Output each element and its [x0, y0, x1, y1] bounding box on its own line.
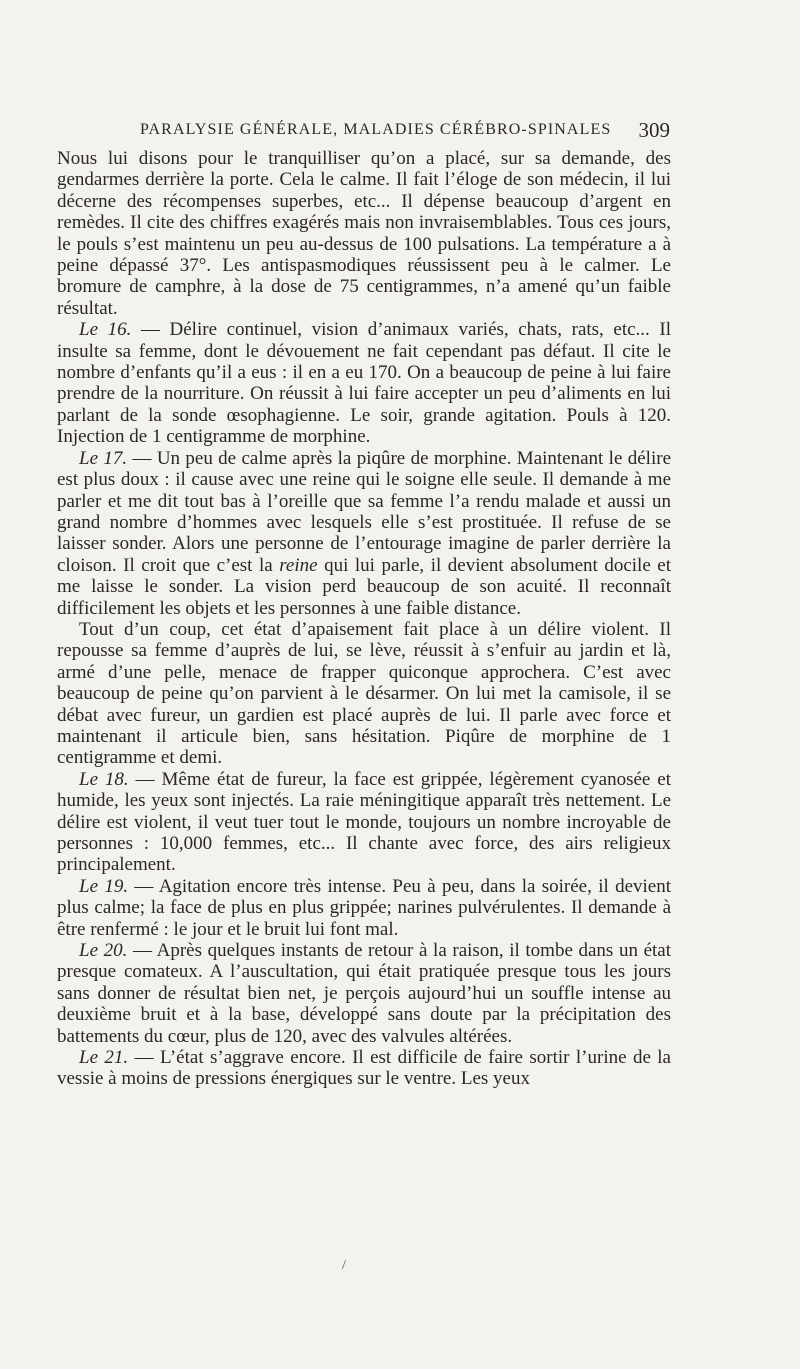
paragraph-text-continued: qui lui parle, il devient absolument docile et me laisse le sonder. La vision perd beaucoup de son acuité. Il reconnaît difficilement les objets et les personnes à une faible distance.	[57, 554, 671, 619]
stray-mark: /	[342, 1258, 346, 1273]
paragraph-text: — L’état s’aggrave encore. Il est difficile de faire sortir l’urine de la vessie à moins de pressions énergiques sur le ventre. Les yeux	[57, 1047, 671, 1090]
date-label: Le 21.	[79, 1047, 129, 1069]
paragraph-text: — Délire continuel, vision d’animaux variés, chats, rats, etc... Il insulte sa femme, dont le dévouement ne fait cependant pas défaut. Il cite le nombre d’enfants qu’il a eus : il en a eu 170. On a beaucoup de peine à lui faire prendre de la nourriture. On réussit à lui faire accepter un peu d’aliments en lui parlant de la sonde œsophagienne. Le soir, grande agitation. Pouls à 120. Injection de 1 centigramme de morphine.	[57, 319, 671, 448]
page-number: 309	[638, 118, 670, 142]
paragraph	[57, 148, 671, 319]
paragraph-day-16	[57, 319, 671, 447]
date-label: Le 17.	[79, 447, 128, 469]
date-label: Le 20.	[79, 940, 128, 962]
paragraph-text: — Un peu de calme après la piqûre de morphine. Maintenant le délire est plus doux : il cause avec une reine qui le soigne elle seule. Il demande à me parler et me dit tout bas à l’oreille que sa femme l’a rendu malade et aussi un grand nombre d’hommes avec lesquels elle s’est prostituée. Il refuse de se laisser sonder. Alors une personne de l’entourage imagine de parler derrière la cloison. Il croit que c’est la	[57, 447, 671, 576]
running-head	[140, 118, 670, 147]
running-title: PARALYSIE GÉNÉRALE, MALADIES CÉRÉBRO-SPINALES	[140, 121, 612, 138]
emphasis-word: reine	[279, 554, 318, 576]
paragraph-day-19	[57, 876, 671, 940]
paragraph-day-21	[57, 1047, 671, 1090]
paragraph-day-20	[57, 940, 671, 1047]
body-text	[57, 148, 671, 1090]
paragraph-day-18	[57, 769, 671, 876]
paragraph	[57, 619, 671, 769]
date-label: Le 16.	[79, 319, 132, 341]
date-label: Le 18.	[79, 768, 129, 790]
date-label: Le 19.	[79, 875, 129, 897]
paragraph-text: Nous lui disons pour le tranquilliser qu’on a placé, sur sa demande, des gendarmes derrière la porte. Cela le calme. Il fait l’éloge de son médecin, il lui décerne des récompenses superbes, etc... Il dépense beaucoup d’argent en remèdes. Il cite des chiffres exagérés mais non invraisemblables. Tous ces jours, le pouls s’est maintenu un peu au-dessus de 100 pulsations. La température a à peine dépassé 37°. Les antispasmodiques réussissent peu à le calmer. Le bromure de camphre, à la dose de 75 centigrammes, n’a amené qu’un faible résultat.	[57, 148, 671, 319]
paragraph-day-17	[57, 448, 671, 619]
paragraph-text: — Après quelques instants de retour à la raison, il tombe dans un état presque comateux. A l’auscultation, qui était pratiquée presque tous les jours sans donner de résultat bien net, je perçois aujourd’hui un souffle intense au deuxième bruit et à la base, développé sans doute par la précipitation des battements du cœur, plus de 120, avec des valvules altérées.	[57, 940, 672, 1047]
paragraph-text: Tout d’un coup, cet état d’apaisement fait place à un délire violent. Il repousse sa femme d’auprès de lui, se lève, réussit à s’enfuir au jardin et là, armé d’une pelle, menace de frapper quiconque approchera. C’est avec beaucoup de peine qu’on parvient à le désarmer. On lui met la camisole, il se débat avec fureur, un gardien est placé auprès de lui. Il parle avec force et maintenant il articule bien, sans hésitation. Piqûre de morphine de 1 centigramme et demi.	[57, 618, 671, 769]
paragraph-text: — Même état de fureur, la face est grippée, légèrement cyanosée et humide, les yeux sont injectés. La raie méningitique apparaît très nettement. Le délire est violent, il veut tuer tout le monde, toujours un nombre incroyable de personnes : 10,000 femmes, etc... Il chante avec force, des airs religieux principalement.	[57, 768, 672, 876]
paragraph-text: — Agitation encore très intense. Peu à peu, dans la soirée, il devient plus calme; la face de plus en plus grippée; narines pulvérulentes. Il demande à être renfermé : le jour et le bruit lui font mal.	[57, 875, 672, 940]
